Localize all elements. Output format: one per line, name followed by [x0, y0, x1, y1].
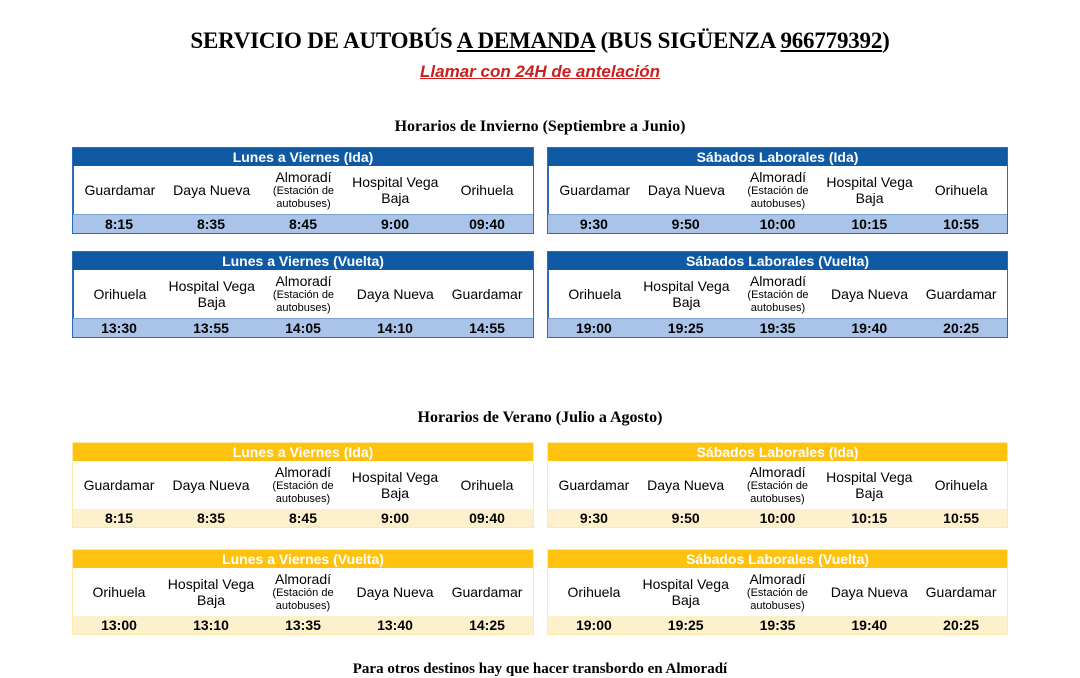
stop-name: Hospital Vega Baja: [826, 174, 913, 206]
stop-cell: [640, 568, 732, 616]
stop-cell: [441, 166, 533, 214]
stop-detail: (Estación de autobuses): [747, 185, 809, 210]
stop-name: Guardamar: [559, 182, 631, 198]
winter-saturday-return-table: [547, 251, 1008, 338]
departure-time: 13:55: [193, 320, 229, 336]
stop-name: Almoradí: [275, 273, 332, 289]
winter-section-title: Horarios de Invierno (Septiembre a Junio): [394, 118, 686, 135]
stop-name: Hospital Vega Baja: [352, 174, 439, 206]
departure-time: 8:35: [196, 510, 226, 526]
stop-name: Orihuela: [460, 477, 514, 493]
departure-time: 19:00: [575, 617, 612, 633]
transfer-note: Para otros destinos hay que hacer transbordo en Almoradí: [352, 661, 728, 677]
stop-cell: [641, 270, 733, 318]
stop-name: Almoradí: [274, 464, 332, 480]
stop-cell: [824, 166, 916, 214]
departure-time: 8:45: [288, 510, 318, 526]
stops-row: [548, 461, 1007, 509]
stop-cell: [640, 461, 732, 509]
stop-name: Almoradí: [749, 571, 806, 587]
stops-row: [73, 568, 533, 616]
stop-name: Daya Nueva: [356, 286, 434, 302]
stop-cell: [441, 568, 533, 616]
times-row: [548, 509, 1007, 527]
stop-cell: [549, 270, 641, 318]
stop-name: Daya Nueva: [830, 584, 908, 600]
stop-name: Guardamar: [558, 477, 630, 493]
stop-name: Guardamar: [925, 286, 997, 302]
departure-time: 9:00: [380, 510, 410, 526]
title-text-2: (BUS SIGÜENZA: [594, 28, 781, 53]
stop-cell: [548, 568, 640, 616]
summer-weekday-return-table: [72, 549, 534, 635]
departure-time: 9:50: [671, 510, 700, 526]
departure-time: 9:00: [380, 216, 410, 232]
stop-cell: [915, 166, 1007, 214]
stop-name: Hospital Vega Baja: [642, 576, 729, 608]
booking-notice: Llamar con 24H de antelación: [420, 62, 660, 81]
stop-cell: [549, 166, 641, 214]
stop-name: Orihuela: [568, 286, 622, 302]
phone-number[interactable]: 966779392: [780, 28, 883, 53]
stop-cell: [258, 166, 350, 214]
stop-cell: [165, 461, 257, 509]
departure-time: 8:15: [104, 510, 134, 526]
table-header: Lunes a Viernes (Vuelta): [73, 252, 533, 270]
times-row: [548, 318, 1007, 337]
departure-time: 8:15: [104, 216, 134, 232]
stop-name: Hospital Vega Baja: [351, 469, 439, 501]
departure-time: 14:10: [377, 320, 413, 336]
departure-time: 14:25: [469, 617, 505, 633]
stops-row: [548, 166, 1007, 214]
stop-name: Daya Nueva: [356, 584, 434, 600]
stop-name: Orihuela: [93, 286, 147, 302]
departure-time: 10:00: [759, 216, 796, 232]
winter-weekday-outbound-table: [72, 147, 534, 234]
departure-time: 19:35: [759, 320, 796, 336]
stop-name: Orihuela: [934, 182, 988, 198]
stop-cell: [915, 568, 1007, 616]
table-header: Sábados Laborales (Vuelta): [548, 550, 1007, 568]
summer-saturday-outbound-table: [547, 442, 1008, 528]
stop-cell: [548, 461, 640, 509]
stop-cell: [732, 270, 824, 318]
stop-cell: [349, 166, 441, 214]
departure-time: 8:35: [196, 216, 226, 232]
stops-row: [73, 270, 533, 318]
stop-cell: [732, 166, 824, 214]
times-row: [548, 616, 1007, 634]
stop-name: Almoradí: [749, 169, 806, 185]
table-header: Lunes a Viernes (Ida): [73, 148, 533, 166]
departure-time: 13:10: [193, 617, 229, 633]
stop-detail: (Estación de autobuses): [746, 480, 809, 505]
stop-name: Hospital Vega Baja: [168, 278, 255, 310]
stop-cell: [73, 461, 165, 509]
departure-time: 10:55: [943, 510, 979, 526]
departure-time: 9:30: [579, 510, 608, 526]
stop-detail: (Estación de autobuses): [746, 587, 809, 612]
stop-name: Guardamar: [451, 286, 523, 302]
departure-time: 13:40: [377, 617, 413, 633]
departure-time: 20:25: [943, 617, 979, 633]
stop-name: Orihuela: [567, 584, 621, 600]
stop-name: Hospital Vega Baja: [826, 469, 913, 501]
departure-time: 19:25: [667, 617, 704, 633]
departure-time: 09:40: [469, 510, 505, 526]
stops-row: [73, 166, 533, 214]
stop-name: Guardamar: [84, 182, 156, 198]
stop-cell: [823, 568, 915, 616]
departure-time: 19:00: [575, 320, 612, 336]
stops-row: [548, 568, 1007, 616]
summer-saturday-return-table: [547, 549, 1008, 635]
stop-cell: [166, 166, 258, 214]
times-row: [548, 214, 1007, 233]
stop-name: Daya Nueva: [647, 477, 725, 493]
departure-time: 14:55: [469, 320, 505, 336]
stop-cell: [349, 461, 441, 509]
stop-detail: (Estación de autobuses): [272, 185, 335, 210]
stop-cell: [258, 270, 350, 318]
document-title: [0, 28, 1080, 54]
stop-cell: [824, 270, 916, 318]
stop-name: Daya Nueva: [173, 182, 251, 198]
stop-name: Daya Nueva: [172, 477, 250, 493]
stop-cell: [74, 270, 166, 318]
departure-time: 19:25: [667, 320, 704, 336]
summer-weekday-outbound-table: [72, 442, 534, 528]
table-header: Sábados Laborales (Ida): [548, 443, 1007, 461]
departure-time: 13:00: [101, 617, 137, 633]
table-header: Lunes a Viernes (Vuelta): [73, 550, 533, 568]
winter-weekday-return-table: [72, 251, 534, 338]
stop-name: Orihuela: [934, 477, 988, 493]
stop-name: Guardamar: [925, 584, 997, 600]
stop-detail: (Estación de autobuses): [272, 587, 334, 612]
departure-time: 8:45: [288, 216, 318, 232]
stop-name: Hospital Vega Baja: [167, 576, 255, 608]
departure-time: 9:50: [671, 216, 700, 232]
departure-time: 19:40: [851, 320, 888, 336]
stop-name: Guardamar: [83, 477, 155, 493]
stop-cell: [165, 568, 257, 616]
stop-detail: (Estación de autobuses): [272, 480, 334, 505]
table-header: Sábados Laborales (Vuelta): [548, 252, 1007, 270]
stop-cell: [257, 568, 349, 616]
stop-name: Orihuela: [92, 584, 146, 600]
stop-name: Daya Nueva: [647, 182, 725, 198]
stop-name: Almoradí: [749, 273, 806, 289]
departure-time: 10:00: [759, 510, 796, 526]
stop-cell: [823, 461, 915, 509]
stop-cell: [732, 461, 824, 509]
departure-time: 10:55: [943, 216, 979, 232]
departure-time: 19:35: [759, 617, 796, 633]
title-on-demand: A DEMANDA: [456, 28, 595, 53]
winter-saturday-outbound-table: [547, 147, 1008, 234]
title-text-1: SERVICIO DE AUTOBÚS: [190, 28, 457, 53]
stop-name: Almoradí: [749, 464, 806, 480]
times-row: [73, 214, 533, 233]
stop-cell: [73, 568, 165, 616]
title-text-3: ): [882, 28, 890, 53]
stop-name: Guardamar: [451, 584, 523, 600]
stop-cell: [915, 270, 1007, 318]
stop-cell: [74, 166, 166, 214]
departure-time: 10:15: [851, 510, 888, 526]
departure-time: 19:40: [851, 617, 888, 633]
stop-cell: [732, 568, 824, 616]
departure-time: 14:05: [285, 320, 321, 336]
stop-cell: [441, 270, 533, 318]
stop-cell: [441, 461, 533, 509]
stop-cell: [349, 568, 441, 616]
table-header: Sábados Laborales (Ida): [548, 148, 1007, 166]
departure-time: 13:35: [285, 617, 321, 633]
stop-name: Almoradí: [274, 571, 332, 587]
stops-row: [548, 270, 1007, 318]
stop-cell: [349, 270, 441, 318]
stop-cell: [641, 166, 733, 214]
departure-time: 13:30: [101, 320, 137, 336]
stop-cell: [257, 461, 349, 509]
departure-time: 9:30: [579, 216, 608, 232]
times-row: [73, 616, 533, 634]
departure-time: 10:15: [851, 216, 888, 232]
stop-cell: [166, 270, 258, 318]
stop-detail: (Estación de autobuses): [272, 289, 335, 314]
times-row: [73, 509, 533, 527]
stop-name: Daya Nueva: [831, 286, 909, 302]
times-row: [73, 318, 533, 337]
stop-name: Hospital Vega Baja: [643, 278, 730, 310]
stop-detail: (Estación de autobuses): [747, 289, 809, 314]
table-header: Lunes a Viernes (Ida): [73, 443, 533, 461]
stop-name: Orihuela: [460, 182, 514, 198]
departure-time: 20:25: [943, 320, 979, 336]
summer-section-title: Horarios de Verano (Julio a Agosto): [417, 409, 663, 426]
stop-name: Almoradí: [275, 169, 332, 185]
stops-row: [73, 461, 533, 509]
stop-cell: [915, 461, 1007, 509]
departure-time: 09:40: [469, 216, 505, 232]
